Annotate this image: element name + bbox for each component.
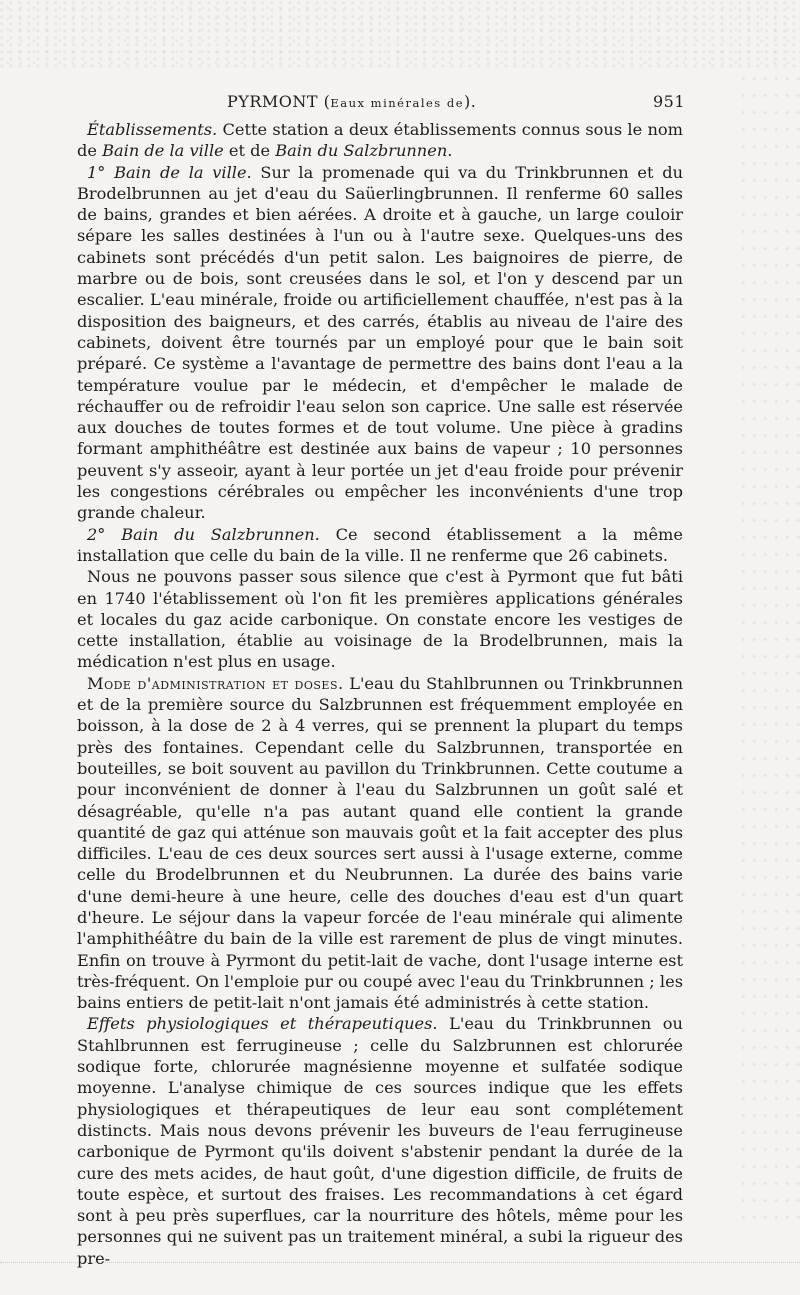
paragraph-lead: Effets physiologiques et thérapeutiques. [87, 1014, 438, 1034]
paragraph-lead: Établissements. [87, 120, 218, 139]
running-title-smallcaps: Eaux minérales de [330, 96, 465, 110]
paragraph-text: et de [223, 141, 276, 161]
paragraph-text: L'eau du Trinkbrunnen ou Stahlbrunnen est ferrugineuse ; celle du Salzbrunnen est chlorurée sodique forte, chlorurée magnésienne moyenne et sulfatée sodique moyenne. L'analyse chimique de ces sources indique que les effets physiologiques et thérapeutiques de leur eau sont complétement distincts. Mais nous devons prévenir les buveurs de l'eau ferrugineuse carbonique de Pyrmont qu'ils doivent s'abstenir pendant la durée de la cure des mets acides, de haut goût, d'une digestion difficile, de fruits de toute espèce, et surtout des fraises. Les recommandations à cet égard sont à peu près superflues, car la nourriture des hôtels, même pour les personnes qui ne suivent pas un traitement minéral, a subi la rigueur des pre- [77, 1014, 683, 1268]
paragraph-lead: 1° Bain de la ville. [87, 162, 252, 182]
paragraph-etablissements [77, 119, 683, 162]
paragraph-lead: Mode d'administration et doses. [87, 673, 344, 693]
paragraph-bain-du-salzbrunnen [77, 524, 683, 567]
book-page [77, 88, 683, 1269]
paragraph-text: Nous ne pouvons passer sous silence que c'est à Pyrmont que fut bâti en 1740 l'établissement où l'on fit les premières applications générales et locales du gaz acide carbonique. On constate encore les vestiges de cette installation, établie au voisinage de la Brodelbrunnen, mais la médication n'est plus en usage. [77, 567, 683, 672]
paragraph-text: Cette station a deux établissements connus sous le nom de [77, 120, 683, 161]
paragraph-text: Ce second établissement a la même installation que celle du bain de la ville. Il ne renferme que 26 cabinets. [77, 524, 683, 565]
paragraph-bain-de-la-ville [77, 162, 683, 524]
paragraph-lead: 2° Bain du Salzbrunnen. [87, 524, 320, 544]
running-header [77, 88, 683, 118]
paragraph-text: Sur la promenade qui va du Trinkbrunnen et du Brodelbrunnen au jet d'eau du Saüerlingbrunnen. Il renferme 60 salles de bains, grandes et bien aérées. A droite et à gauche, un large couloir sépare les salles destinées à l'un ou à l'autre sexe. Quelques-uns des cabinets sont précédés d'un petit salon. Les baignoires de pierre, de marbre ou de bois, sont creusées dans le sol, et l'on y descend par un escalier. L'eau minérale, froide ou artificiellement chauffée, n'est pas à la disposition des baigneurs, et des carrés, établis au niveau de l'aire des cabinets, doivent être tournés par un employé pour que le bain soit préparé. Ce système a l'avantage de permettre des bains dont l'eau a la température voulue par le médecin, et d'empêcher le malade de réchauffer ou de refroidir l'eau selon son caprice. Une salle est réservée aux douches de toutes formes et de tout volume. Une pièce à gradins formant amphithéâtre est destinée aux bains de vapeur ; 10 personnes peuvent s'y asseoir, ayant à leur portée un jet d'eau froide pour prévenir les congestions cérébrales ou empêcher les inconvénients d'une trop grande chaleur. [77, 162, 683, 523]
scan-noise-top [0, 0, 800, 70]
running-title [227, 92, 476, 111]
paragraph-emphasis: Bain du Salzbrunnen [275, 141, 448, 161]
paragraph-text: . [447, 141, 453, 161]
running-title-close: ). [464, 92, 477, 111]
paragraph-text: L'eau du Stahlbrunnen ou Trinkbrunnen et de la première source du Salzbrunnen est fréquemment employée en boisson, à la dose de 2 à 4 verres, qui se prennent la plupart du temps près des fontaines. Cependant celle du Salzbrunnen, transportée en bouteilles, se boit souvent au pavillon du Trinkbrunnen. Cette coutume a pour inconvénient de donner à l'eau du Salzbrunnen un goût salé et désagréable, qu'elle n'a pas autant quand elle contient la grande quantité de gaz qui atténue son mauvais goût et la fait accepter des plus difficiles. L'eau de ces deux sources sert aussi à l'usage externe, comme celle du Brodelbrunnen et du Neubrunnen. La durée des bains varie d'une demi-heure à une heure, celle des douches d'eau est d'un quart d'heure. Le séjour dans la vapeur forcée de l'eau minérale qui alimente l'amphithéâtre du bain de la ville est rarement de plus de vingt minutes. Enfin on trouve à Pyrmont du petit-lait de vache, dont l'usage interne est très-fréquent. On l'emploie pur ou coupé avec l'eau du Trinkbrunnen ; les bains entiers de petit-lait n'ont jamais été administrés à cette station. [77, 673, 683, 1013]
paragraph-gaz-carbonique [77, 566, 683, 672]
paragraph-mode-administration [77, 673, 683, 1014]
page-number: 951 [652, 92, 685, 111]
paragraph-emphasis: Bain de la ville [102, 141, 224, 161]
paragraph-effets [77, 1013, 683, 1269]
scan-noise-right [740, 70, 800, 1220]
running-title-main: PYRMONT ( [227, 92, 331, 111]
